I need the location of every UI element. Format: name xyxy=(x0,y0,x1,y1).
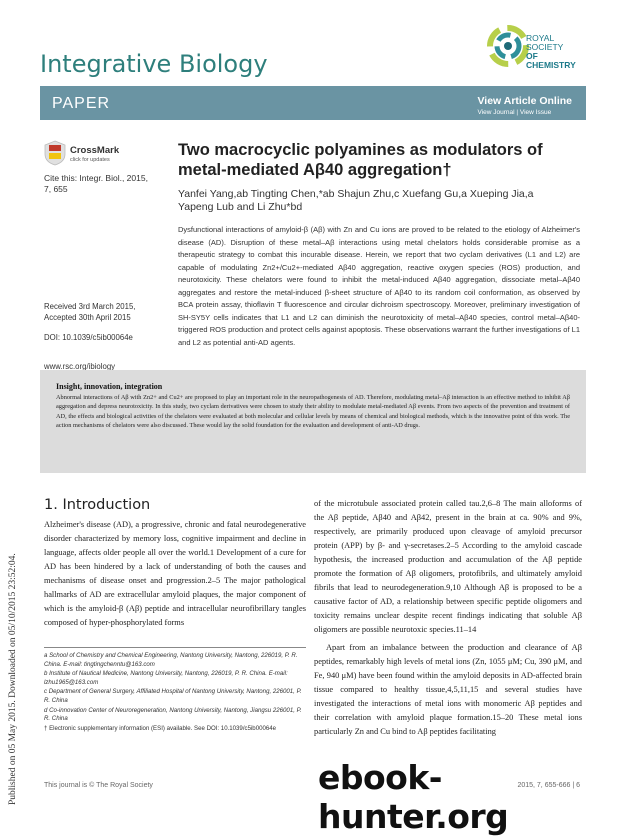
article-meta xyxy=(44,302,154,372)
insight-box xyxy=(40,370,586,473)
article-type-label: PAPER xyxy=(52,95,111,112)
body-column-right xyxy=(314,497,582,739)
view-article-online-link[interactable]: View Article Online xyxy=(477,95,572,107)
view-journal-issue-links[interactable]: View Journal | View Issue xyxy=(477,109,552,116)
cite-this: Cite this: Integr. Biol., 2015, 7, 655 xyxy=(44,173,148,194)
author-list: Yanfei Yang,ab Tingting Chen,*ab Shajun Zhu,c Xuefang Gu,a Xueping Jia,a Yapeng Lub and Li Zhu*bd xyxy=(178,188,534,213)
intro-paragraph-2: Apart from an imbalance between the production and clearance of Aβ peptides, remarkably high levels of metal ions (Zn, 1055 μM; Cu, 390 μM, and Fe, 940 μM) have been found within the amyloid deposits in AD-affected brain tissue compared to healthy tissue,4,5,11,15 and several studies have investigated the interactions of metal ions with monomeric Aβ peptides and their correlation with amyloid plaque formation.15–20 These metal ions particularly Zn and Cu bind to Aβ peptides facilitating xyxy=(314,643,582,736)
side-note-text: Published on 05 May 2015. Downloaded on 05/10/2015 23:52:04. xyxy=(8,553,18,805)
watermark-text: ebook-hunter.org xyxy=(318,758,509,836)
affiliation-footnotes xyxy=(44,652,306,734)
doi[interactable]: DOI: 10.1039/c5ib00064e xyxy=(44,333,133,342)
rsc-logo-line1: ROYAL SOCIETY xyxy=(526,33,564,52)
side-publication-note xyxy=(8,245,20,805)
esi-note[interactable]: † Electronic supplementary information (ESI) available. See DOI: 10.1039/c5ib00064e xyxy=(44,724,277,732)
journal-url[interactable]: www.rsc.org/ibiology xyxy=(44,361,116,371)
banner-links xyxy=(477,95,580,116)
crossmark-badge[interactable] xyxy=(44,140,124,170)
affiliation-d: d Co-innovation Center of Neuroregeneration, Nantong University, Nantong, Jiangsu 226001, P. R. China xyxy=(44,706,302,723)
rsc-emblem-icon xyxy=(488,26,528,66)
rsc-logo-line2: OF CHEMISTRY xyxy=(526,51,576,70)
section-heading: 1. Introduction xyxy=(44,497,151,513)
rsc-logo[interactable] xyxy=(488,14,584,78)
footer-copyright: This journal is © The Royal Society xyxy=(44,782,153,789)
accepted-date: Accepted 30th April 2015 xyxy=(44,312,131,322)
intro-paragraph-1-cont: of the microtubule associated protein called tau.2,6–8 The main alloforms of the Aβ peptide, Aβ40 and Aβ42, present in the brain at ca. 90% and 9%, respectively, are primarily produced upon cleavage of amyloid precursor protein (APP) by β- and γ-secretases.2–5 According to the amyloid cascade hypothesis, the increased production and accumulation of the Aβ peptide promote the formation of Aβ oligomers, protofibrils, and ultimately amyloid fibrils that lead to neurodegeneration.9,10 Although Aβ is proposed to be a causative factor of AD, a relationship between specific peptide oligomers and toxicity remains unclear despite recent findings indicating that soluble Aβ oligomers are possible neurotoxic species.11–14 xyxy=(314,499,582,634)
insight-body: Abnormal interactions of Aβ with Zn2+ and Cu2+ are proposed to play an important role in the neuropathogenesis of AD. Therefore, modulating metal–Aβ interaction is an effective method to inhibit Aβ aggregation and depress neurotoxicity. In this study, two cyclam derivatives were chosen to study their ability to modulate metal-mediated Aβ events. From two aspects of the prevention and treatment of AD, the effects and biological activities of the chelators were evaluated at both molecular and cellular levels by means of chemical and biological methods, which is the innovative point of this work. The action mechanisms of chelators were also discussed. These would lay the solid foundation for the evaluation and development of anti-AD drugs. xyxy=(56,394,570,429)
crossmark-icon xyxy=(44,140,66,166)
affiliation-b: b Institute of Nautical Medicine, Nantong University, Nantong, 226019, P. R. China. E-mail: lzhu1965@163.com xyxy=(44,670,288,686)
affiliation-a: a School of Chemistry and Chemical Engineering, Nantong University, Nantong, 226019, P. R. China. E-mail: tingtingchenntu@163.com xyxy=(44,652,298,668)
intro-paragraph-1: Alzheimer's disease (AD), a progressive, chronic and fatal neurodegenerative disorder characterized by memory loss, cognitive impairment and decline in language, affects older people all over the world.1 Development of a cure for AD has been hindered by a lack of understanding of both the causes and mechanisms of disease onset and progression.2–5 The major pathological hallmarks of AD are extracellular amyloid plaques, the major component of which is the amyloid-β (Aβ) peptide and intracellular neurofibrillary tangles composed of hyper-phosphorylated forms xyxy=(44,520,306,627)
affiliation-c: c Department of General Surgery, Affiliated Hospital of Nantong University, Nantong, 226001, P. R. China xyxy=(44,688,302,704)
footnote-divider xyxy=(44,647,306,648)
crossmark-label: CrossMark xyxy=(70,145,120,156)
body-column-left xyxy=(44,518,306,630)
paper-title: Two macrocyclic polyamines as modulators of metal-mediated Aβ40 aggregation† xyxy=(178,141,543,179)
footer-page-info: 2015, 7, 655-666 | 6 xyxy=(517,782,580,789)
journal-title[interactable]: Integrative Biology xyxy=(40,50,268,78)
received-date: Received 3rd March 2015, xyxy=(44,302,136,311)
abstract: Dysfunctional interactions of amyloid-β (Aβ) with Zn and Cu ions are proved to be related to the etiology of Alzheimer's disease (AD). Disruption of these metal–Aβ interactions using metal chelators holds considerable promise as a therapeutic strategy to combat this incurable disease. Herein, we report that two cyclam derivatives (L1 and L2) are capable of modulating Zn2+/Cu2+-mediated Aβ40 aggregation, reactive oxygen species (ROS) production, and neurotoxicity. These chelators were found to inhibit the metal-induced Aβ40 aggregation, dissociate metal–Aβ40 aggregates and restore the metal-induced β-sheet structure of Aβ40 to its random coil conformation, as observed by BCA protein assay, thioflavin T fluorescence and circular dichroism spectroscopy. Moreover, preliminary investigation of SH-SY5Y cells indicates that L1 and L2 can diminish the neurotoxicity of metal–Aβ40 species, control metal–Aβ40-triggered ROS production and protect cells against apoptosis. These observations warrant the further investigations of L1 and L2 as potential anti-AD agents. xyxy=(178,225,580,347)
crossmark-sub: click for updates xyxy=(70,157,110,163)
insight-heading: Insight, innovation, integration xyxy=(56,382,163,391)
